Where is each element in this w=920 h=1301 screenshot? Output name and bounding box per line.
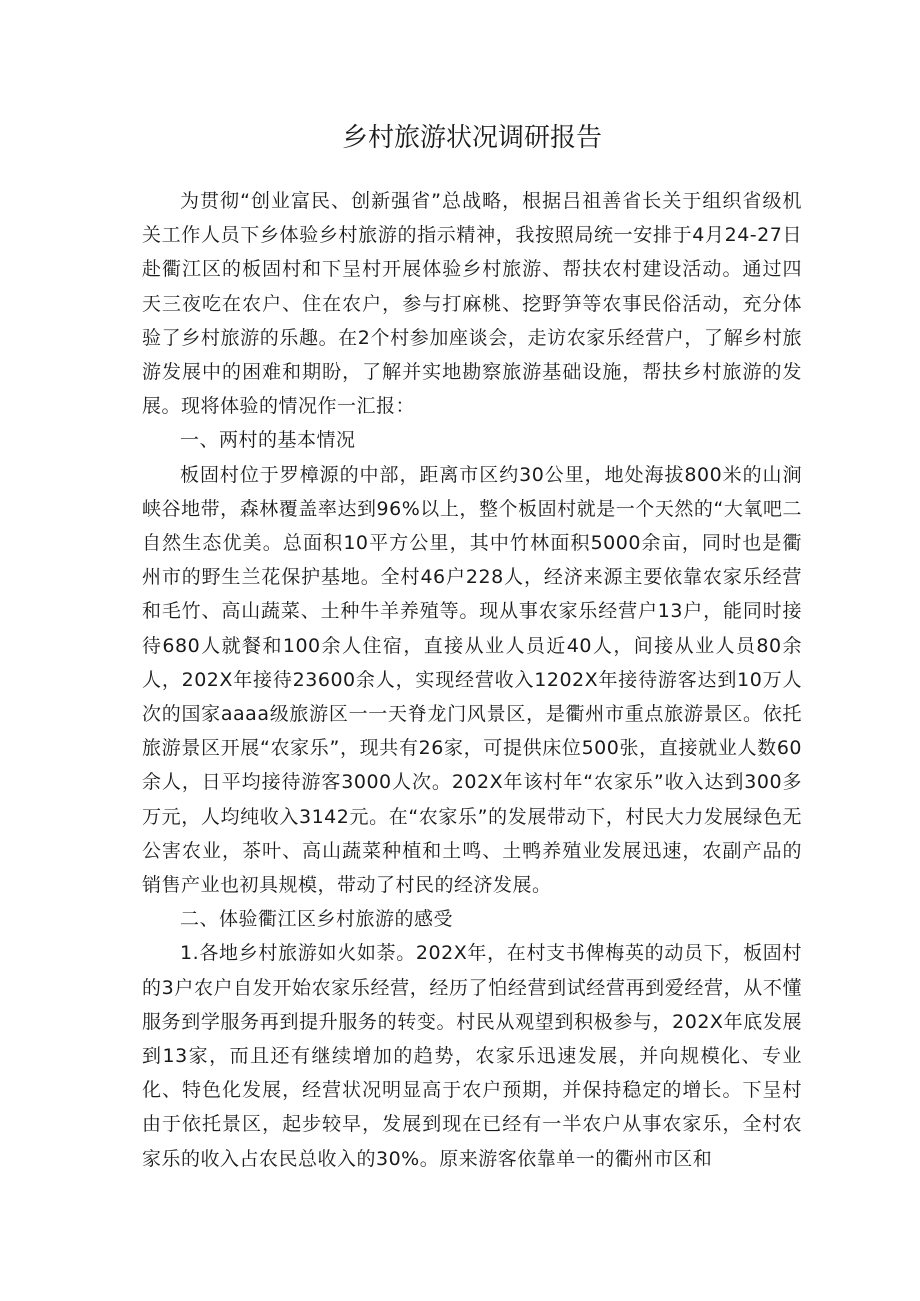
village-situation-paragraph: 板固村位于罗樟源的中部，距离市区约30公里，地处海拔800米的山涧峡谷地带，森林覆盖率达到96%以上，整个板固村就是一个天然的“大氧吧二自然生态优美。总面积10平方公里，其中竹林面积5000余亩，同时也是衢州市的野生兰花保护基地。全村46户228人，经济来源主要依靠农家乐经营和毛竹、高山蔬菜、土种牛羊养殖等。现从事农家乐经营户13户，能同时接待680人就餐和100余人住宿，直接从业人员近40人，间接从业人员80余人，202X年接待23600余人，实现经营收入1202X年接待游客达到10万人次的国家aaaa级旅游区一一天脊龙门风景区，是衢州市重点旅游景区。依托旅游景区开展“农家乐”，现共有26家，可提供床位500张，直接就业人数60余人，日平均接待游客3000人次。202X年该村年“农家乐”收入达到300多万元，人均纯收入3142元。在“农家乐”的发展带动下，村民大力发展绿色无公害农业，茶叶、高山蔬菜种植和土鸣、土鸭养殖业发展迅速，农副产品的销售产业也初具规模，带动了村民的经济发展。 (142, 463, 802, 897)
section-heading-basic-situation: 一、两村的基本情况 (180, 429, 356, 452)
section-heading-experience: 二、体验衢江区乡村旅游的感受 (180, 908, 454, 931)
intro-paragraph: 为贯彻“创业富民、创新强省”总战略，根据吕祖善省长关于组织省级机关工作人员下乡体验乡村旅游的指示精神，我按照局统一安排于4月24-27日赴衢江区的板固村和下呈村开展体验乡村旅游、帮扶农村建设活动。通过四天三夜吃在农户、住在农户，参与打麻桃、挖野笋等农事民俗活动，充分体验了乡村旅游的乐趣。在2个村参加座谈会，走访农家乐经营户，了解乡村旅游发展中的困难和期盼，了解并实地勘察旅游基础设施，帮扶乡村旅游的发展。现将体验的情况作一汇报： (142, 190, 802, 418)
document-body (142, 184, 802, 1176)
document-title: 乡村旅游状况调研报告 (341, 123, 602, 153)
experience-paragraph: 1.各地乡村旅游如火如荼。202X年，在村支书俾梅英的动员下，板固村的3户农户自发开始农家乐经营，经历了怕经营到试经营再到爱经营，从不懂服务到学服务再到提升服务的转变。村民从观望到积极参与，202X年底发展到13家，而且还有继续增加的趋势，农家乐迅速发展，并向规模化、专业化、特色化发展，经营状况明显高于农户预期，并保持稳定的增长。下呈村由于依托景区，起步较早，发展到现在已经有一半农户从事农家乐，全村农家乐的收入占农民总收入的30%。原来游客依靠单一的衢州市区和 (142, 942, 802, 1170)
